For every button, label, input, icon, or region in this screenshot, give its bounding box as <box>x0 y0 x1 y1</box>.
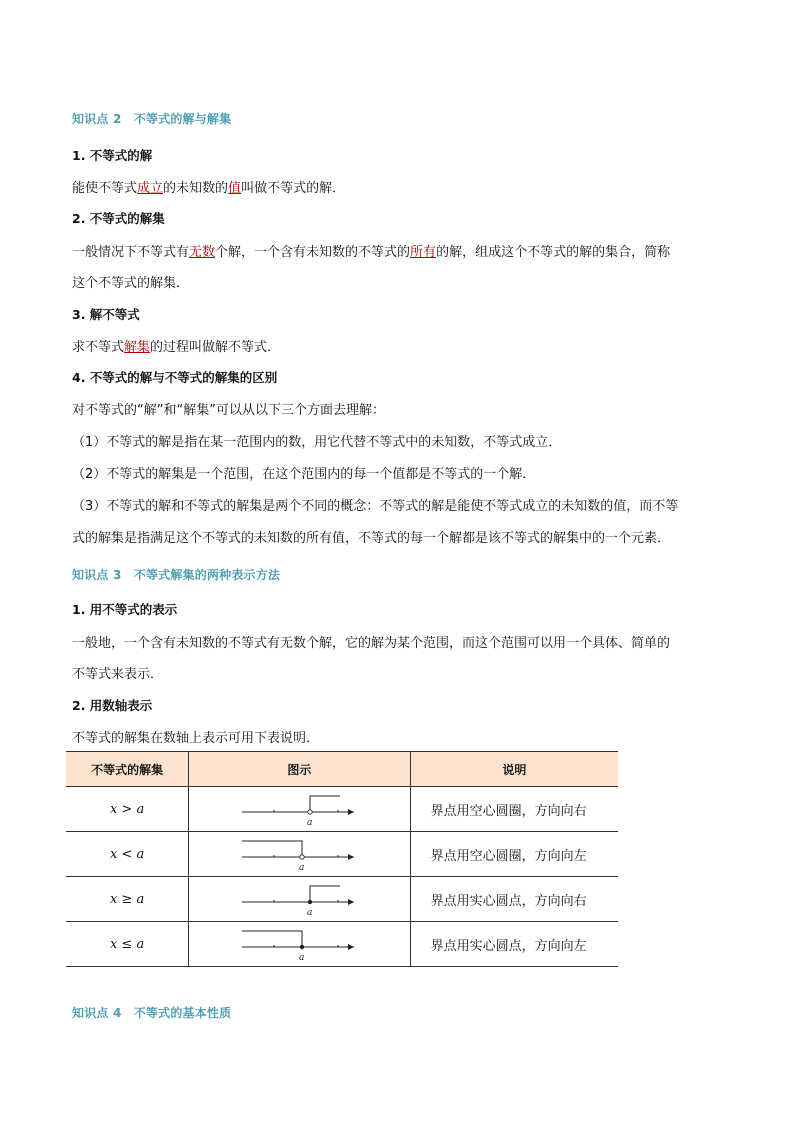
list-item-3-line2: 式的解集是指满足这个不等式的未知数的所有值，不等式的每一个解都是该不等式的解集中的一个元素． <box>72 531 671 546</box>
solution-range-bracket <box>242 931 302 947</box>
explanation-text: 界点用实心圆点，方向向左 <box>410 922 618 967</box>
explanation-text: 界点用空心圆圈，方向向左 <box>410 832 618 877</box>
text-run: 叫做不等式的解． <box>241 181 346 196</box>
text-run: 能使不等式 <box>72 181 138 196</box>
text-run: 的过程叫做解不等式． <box>150 340 281 355</box>
paragraph-solving <box>72 336 280 355</box>
paragraph-difference-intro: 对不等式的“解”和“解集”可以从以下三个方面去理解： <box>72 403 385 418</box>
solid-point-marker <box>308 900 312 904</box>
inequality-expression: x ≤ a <box>66 922 189 967</box>
subheading-difference: 4. 不等式的解与不等式的解集的区别 <box>72 370 278 385</box>
number-line-diagram <box>234 925 364 963</box>
highlight-term: 所有 <box>410 245 437 260</box>
paragraph-solution-set-line2: 这个不等式的解集． <box>72 276 190 291</box>
axis-arrow-icon <box>348 899 354 905</box>
solution-range-bracket <box>242 841 302 857</box>
solution-range-bracket <box>310 886 340 902</box>
highlight-term: 值 <box>228 181 242 196</box>
text-run: 的解，组成这个不等式的解的集合，简称 <box>436 245 671 260</box>
axis-arrow-icon <box>348 944 354 950</box>
number-line-diagram <box>234 880 364 918</box>
list-item-1: （1）不等式的解是指在某一范围内的数，用它代替不等式中的未知数，不等式成立． <box>72 435 562 450</box>
list-item-2: （2）不等式的解集是一个范围，在这个范围内的每一个值都是不等式的一个解． <box>72 467 536 482</box>
highlight-term: 无数 <box>189 245 216 260</box>
hollow-point-marker <box>300 855 304 859</box>
section-heading-kp2: 知识点 2 不等式的解与解集 <box>72 112 232 126</box>
number-line-diagram <box>234 835 364 873</box>
column-header-diagram: 图示 <box>189 752 411 787</box>
point-label: a <box>307 818 313 828</box>
text-run: 一般情况下不等式有 <box>72 245 190 260</box>
subheading-inequality-form: 1. 用不等式的表示 <box>72 602 178 617</box>
table-row <box>66 877 618 922</box>
number-line-diagram <box>234 790 364 828</box>
inequality-expression: x > a <box>66 787 189 832</box>
point-label: a <box>307 908 313 918</box>
paragraph-solution-set-line1 <box>72 241 670 260</box>
inequality-expression: x ≥ a <box>66 877 189 922</box>
subheading-number-line: 2. 用数轴表示 <box>72 698 153 713</box>
paragraph-inequality-form-line1: 一般地，一个含有未知数的不等式有无数个解，它的解为某个范围，而这个范围可以用一个具体、简单的 <box>72 636 671 651</box>
explanation-text: 界点用空心圆圈，方向向右 <box>410 787 618 832</box>
paragraph-solution-definition <box>72 177 345 196</box>
solution-set-table <box>66 751 618 967</box>
explanation-text: 界点用实心圆点，方向向右 <box>410 877 618 922</box>
solid-point-marker <box>300 945 304 949</box>
axis-arrow-icon <box>348 809 354 815</box>
table-row <box>66 922 618 967</box>
number-line-cell <box>189 787 411 832</box>
highlight-term: 解集 <box>124 340 151 355</box>
point-label: a <box>299 953 305 963</box>
column-header-solution-set: 不等式的解集 <box>66 752 189 787</box>
text-run: 的未知数的 <box>163 181 229 196</box>
column-header-explanation: 说明 <box>410 752 618 787</box>
number-line-cell <box>189 832 411 877</box>
number-line-cell <box>189 922 411 967</box>
subheading-solution-set: 2. 不等式的解集 <box>72 211 165 226</box>
section-heading-kp3: 知识点 3 不等式解集的两种表示方法 <box>72 568 281 582</box>
section-heading-kp4: 知识点 4 不等式的基本性质 <box>72 1006 232 1020</box>
number-line-cell <box>189 877 411 922</box>
table-header-row <box>66 752 618 787</box>
list-item-3-line1: （3）不等式的解和不等式的解集是两个不同的概念：不等式的解是能使不等式成立的未知数的值，而不等 <box>72 499 679 514</box>
table-row <box>66 832 618 877</box>
axis-arrow-icon <box>348 854 354 860</box>
table-row <box>66 787 618 832</box>
paragraph-number-line-intro: 不等式的解集在数轴上表示可用下表说明． <box>72 731 320 746</box>
text-run: 求不等式 <box>72 340 125 355</box>
paragraph-inequality-form-line2: 不等式来表示． <box>72 667 164 682</box>
highlight-term: 成立 <box>137 181 164 196</box>
point-label: a <box>299 863 305 873</box>
hollow-point-marker <box>308 810 312 814</box>
inequality-expression: x < a <box>66 832 189 877</box>
subheading-solution: 1. 不等式的解 <box>72 148 153 163</box>
text-run: 个解，一个含有未知数的不等式的 <box>215 245 411 260</box>
solution-range-bracket <box>310 796 340 812</box>
subheading-solving: 3. 解不等式 <box>72 307 140 322</box>
